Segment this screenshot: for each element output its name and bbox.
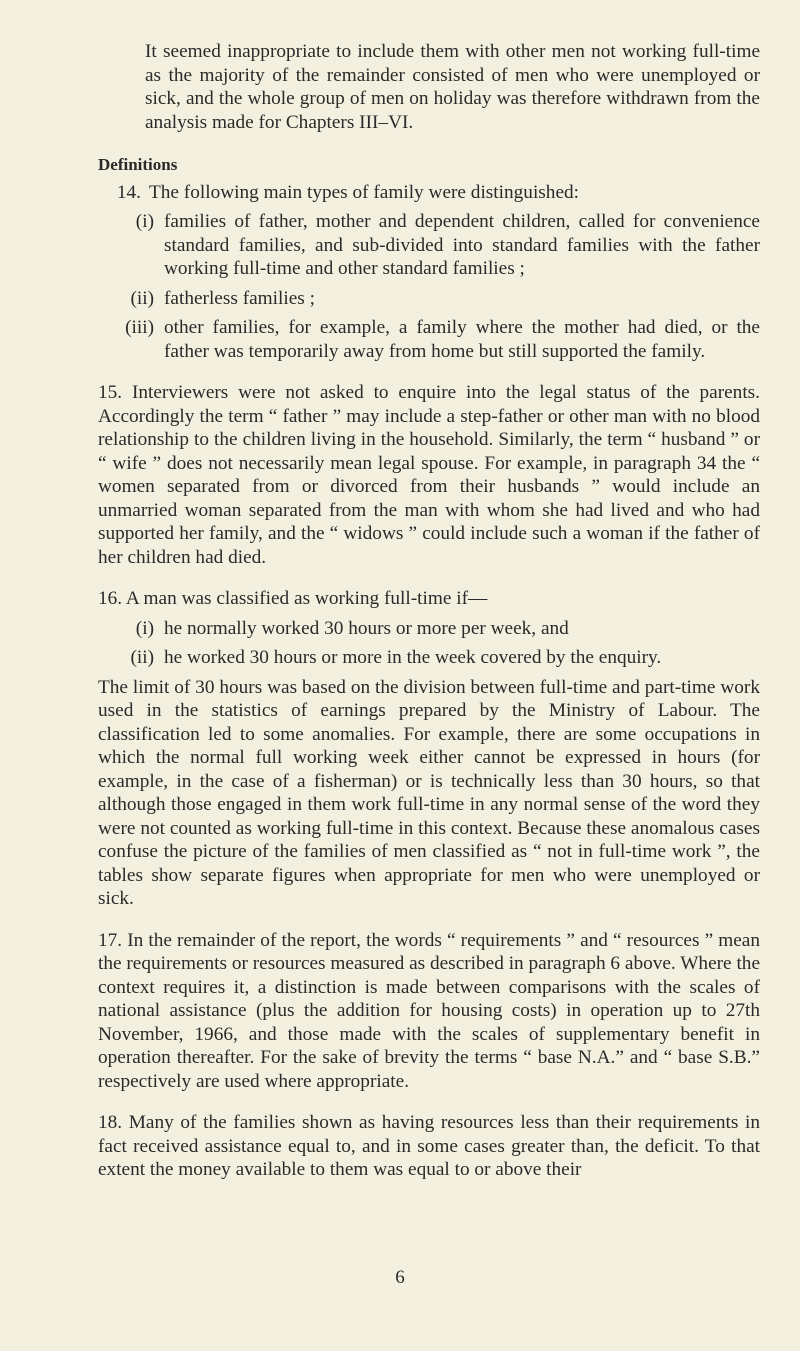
paragraph-14-item-2 [98, 287, 760, 311]
paragraph-text [98, 929, 760, 1094]
paragraph-number: 14. [116, 181, 141, 203]
item-number: (ii) [130, 287, 154, 309]
item-text: he worked 30 hours or more in the week covered by the enquiry. [164, 647, 662, 668]
paragraph-text [98, 1111, 760, 1182]
paragraph-17 [98, 929, 760, 1094]
page-number: 6 [395, 1267, 405, 1288]
item-text: other families, for example, a family where the mother had died, or the father was temporarily away from home but still supported the family. [164, 317, 760, 362]
paragraph-body: A man was classified as working full-time if— [125, 588, 488, 609]
paragraph-text [98, 381, 760, 569]
section-heading-definitions: Definitions [98, 155, 178, 174]
item-text: fatherless families ; [164, 287, 315, 309]
paragraph-16-item-1 [98, 617, 760, 641]
paragraph-16-continuation: The limit of 30 hours was based on the division between full-time and part-time work used in the statistics of earnings prepared by the Ministry of Labour. The classification led to some anomalies. For example, there are some occupations in which the normal full working week either cannot be expressed in hours (for example, in the case of a fisherman) or is technically less than 30 hours, so that although those engaged in them work full-time in any normal sense of the word they were not counted as working full-time in this context. Because these anomalous cases confuse the picture of the families of men classified as “ not in full-time work ”, the tables show separate figures when appropriate for men who were unemployed or sick. [98, 676, 760, 909]
paragraph-number: 15. [98, 382, 123, 403]
paragraph-number: 17. [98, 929, 123, 951]
paragraph-text: The following main types of family were distinguished: [149, 181, 579, 203]
intro-paragraph [98, 40, 760, 134]
paragraph-16-item-2 [98, 646, 760, 670]
item-number: (i) [135, 211, 154, 232]
paragraph-14 [98, 181, 760, 205]
paragraph-15 [98, 381, 760, 569]
body-text [98, 40, 760, 1182]
item-text: he normally worked 30 hours or more per week, and [164, 617, 569, 639]
paragraph-14-item-1 [98, 210, 760, 281]
intro-text: It seemed inappropriate to include them with other men not working full-time as the majority of the remainder consisted of men who were unemployed or sick, and the whole group of men on holiday was therefore withdrawn from the analysis made for Chapters III–VI. [145, 41, 760, 133]
paragraph-18 [98, 1111, 760, 1182]
paragraph-16 [98, 587, 760, 611]
item-number: (iii) [125, 317, 154, 338]
paragraph-text [98, 587, 487, 611]
paragraph-body: In the remainder of the report, the words “ requirements ” and “ resources ” mean the requirements or resources measured as described in paragraph 6 above. Where the context requires it, a distinction is made between comparisons with the scales of national assistance (plus the addition for housing costs) in operation up to 27th November, 1966, and those made with the scales of supplementary benefit in operation thereafter. For the sake of brevity the terms “ base N.A.” and “ base S.B.” respectively are used where appropriate. [98, 929, 760, 1092]
item-text: families of father, mother and dependent children, called for convenience standard families, and sub-divided into standard families with the father working full-time and other standard families ; [164, 211, 760, 279]
paragraph-body: Many of the families shown as having resources less than their requirements in fact received assistance equal to, and in some cases greater than, the deficit. To that extent the money available to them was equal to or above their [98, 1112, 760, 1180]
paragraph-number: 16. [98, 588, 123, 609]
item-number: (i) [135, 617, 154, 639]
item-number: (ii) [130, 647, 154, 668]
paragraph-number: 18. [98, 1112, 123, 1133]
paragraph-14-item-3 [98, 316, 760, 363]
paragraph-body: Interviewers were not asked to enquire into the legal status of the parents. Accordingly the term “ father ” may include a step-father or other man with no blood relationship to the children living in the household. Similarly, the term “ husband ” or “ wife ” does not necessarily mean legal spouse. For example, in paragraph 34 the “ women separated from or divorced from their husbands ” would include an unmarried woman separated from the man with whom she had lived and who had supported her family, and the “ widows ” could include such a woman if the father of her children had died. [98, 382, 760, 568]
